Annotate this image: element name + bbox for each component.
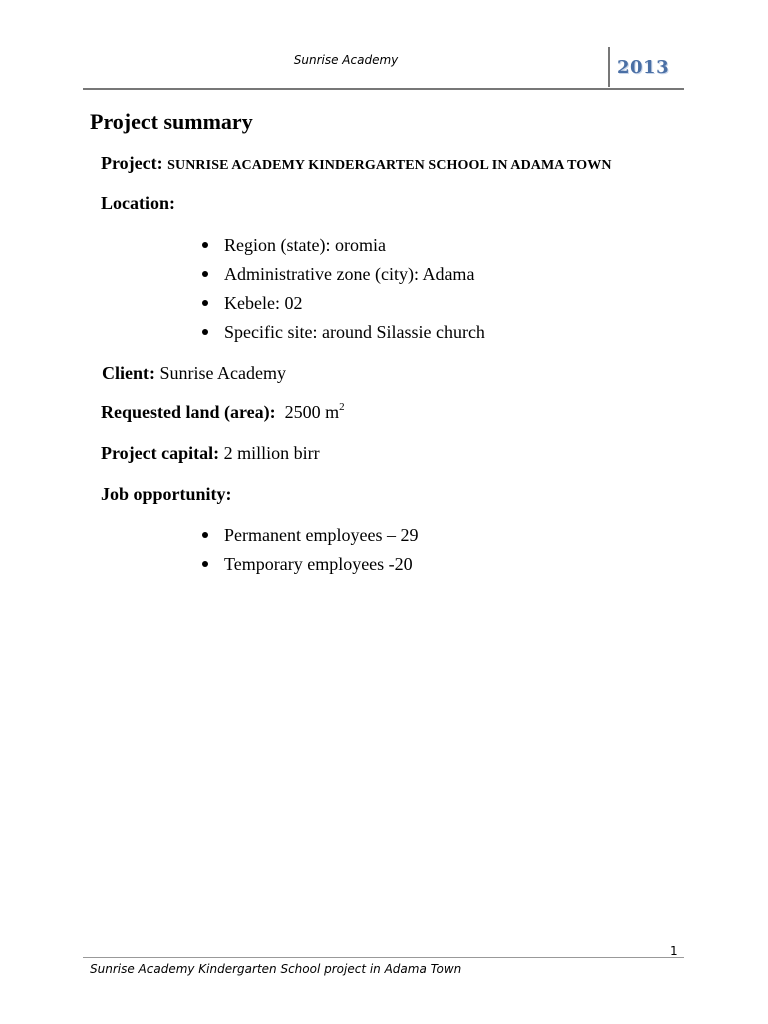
- footer-text: Sunrise Academy Kindergarten School project in Adama Town: [90, 962, 462, 976]
- bullet-icon: [202, 329, 208, 335]
- page-number: 1: [670, 944, 678, 958]
- jobs-label: Job opportunity:: [101, 484, 232, 504]
- land-value: 2500 m: [284, 402, 340, 422]
- project-label: Project:: [101, 153, 163, 173]
- location-item-zone: [200, 263, 485, 292]
- project-field: [101, 152, 612, 177]
- client-value: Sunrise Academy: [159, 363, 286, 383]
- land-field: [101, 401, 345, 423]
- jobs-item-temporary: [200, 553, 418, 582]
- header-divider-vertical: [608, 47, 610, 87]
- header-year: 2013: [617, 57, 670, 78]
- location-item-region: [200, 234, 485, 263]
- header-rule: [83, 88, 684, 90]
- location-item-site: [200, 321, 485, 350]
- header-title: Sunrise Academy: [293, 53, 399, 67]
- list-item-text: Temporary employees -20: [224, 554, 413, 574]
- list-item-text: Kebele: 02: [224, 293, 303, 313]
- capital-label: Project capital:: [101, 443, 220, 463]
- section-title: Project summary: [90, 109, 253, 134]
- location-item-kebele: [200, 292, 485, 321]
- list-item-text: Permanent employees – 29: [224, 525, 419, 545]
- land-superscript: 2: [339, 401, 345, 413]
- jobs-list: [200, 524, 418, 582]
- list-item-text: Administrative zone (city): Adama: [224, 264, 475, 284]
- project-value: SUNRISE ACADEMY KINDERGARTEN SCHOOL IN ADAMA TOWN: [167, 158, 612, 173]
- client-label: Client:: [102, 363, 155, 383]
- client-field: [102, 362, 286, 384]
- capital-value: 2 million birr: [223, 443, 320, 463]
- list-item-text: Specific site: around Silassie church: [224, 322, 485, 342]
- bullet-icon: [202, 242, 208, 248]
- footer-rule: [83, 957, 684, 958]
- bullet-icon: [202, 300, 208, 306]
- bullet-icon: [202, 561, 208, 567]
- jobs-field: [101, 483, 232, 505]
- bullet-icon: [202, 532, 208, 538]
- jobs-item-permanent: [200, 524, 418, 553]
- land-label: Requested land (area):: [101, 402, 276, 422]
- capital-field: [101, 442, 320, 464]
- bullet-icon: [202, 271, 208, 277]
- location-field: [101, 192, 175, 214]
- location-list: [200, 234, 485, 350]
- list-item-text: Region (state): oromia: [224, 235, 386, 255]
- location-label: Location:: [101, 193, 175, 213]
